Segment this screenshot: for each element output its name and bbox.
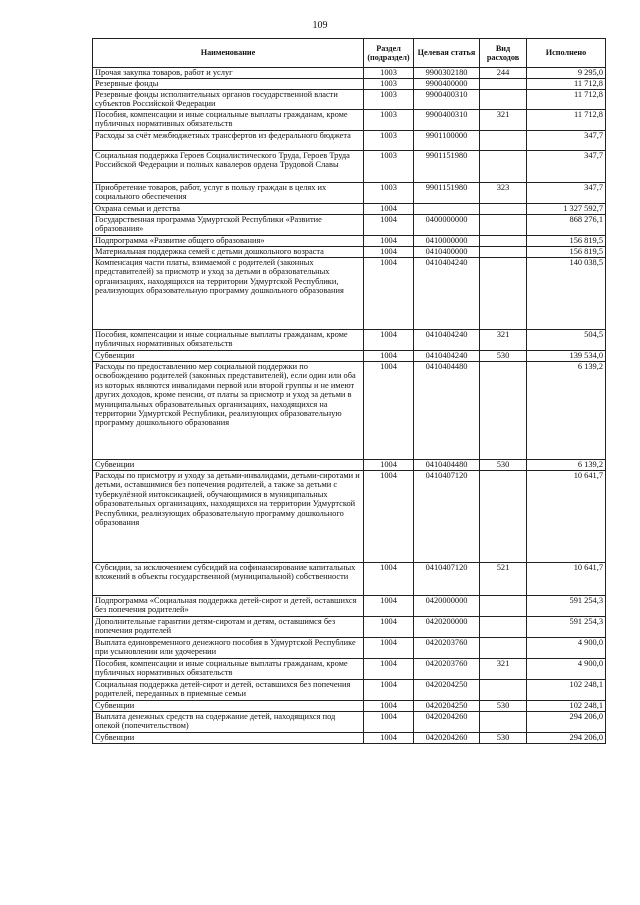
cell-section: 1004	[364, 215, 414, 236]
cell-section: 1004	[364, 351, 414, 362]
table-row	[93, 733, 606, 744]
cell-name: Субвенции	[93, 701, 364, 712]
cell-name: Выплата единовременного денежного пособия в Удмуртской Республике при усыновлении или удочерении	[93, 638, 364, 659]
cell-section: 1004	[364, 638, 414, 659]
cell-section: 1003	[364, 68, 414, 79]
cell-target: 9901151980	[414, 151, 480, 183]
cell-section: 1004	[364, 460, 414, 471]
cell-section: 1004	[364, 247, 414, 258]
cell-target: 0420203760	[414, 659, 480, 680]
cell-type: 321	[480, 330, 527, 351]
cell-executed: 591 254,3	[527, 617, 606, 638]
cell-section: 1004	[364, 258, 414, 330]
table-row	[93, 131, 606, 151]
cell-target: 0410404480	[414, 362, 480, 460]
cell-type: 530	[480, 351, 527, 362]
cell-target: 9900302180	[414, 68, 480, 79]
cell-section: 1003	[364, 151, 414, 183]
cell-section: 1004	[364, 596, 414, 617]
cell-section: 1003	[364, 110, 414, 131]
cell-executed: 4 900,0	[527, 638, 606, 659]
cell-section: 1004	[364, 563, 414, 596]
cell-section: 1004	[364, 362, 414, 460]
cell-type	[480, 362, 527, 460]
cell-section: 1004	[364, 236, 414, 247]
table-row	[93, 215, 606, 236]
cell-name: Материальная поддержка семей с детьми дошкольного возраста	[93, 247, 364, 258]
cell-name: Дополнительные гарантии детям-сиротам и детям, оставшимся без попечения родителей	[93, 617, 364, 638]
table-row	[93, 204, 606, 215]
table-row	[93, 247, 606, 258]
cell-type	[480, 258, 527, 330]
cell-section: 1004	[364, 204, 414, 215]
cell-executed: 347,7	[527, 183, 606, 204]
cell-name: Субвенции	[93, 351, 364, 362]
cell-target: 0420204260	[414, 712, 480, 733]
cell-section: 1003	[364, 183, 414, 204]
cell-type: 321	[480, 110, 527, 131]
cell-executed: 139 534,0	[527, 351, 606, 362]
cell-name: Социальная поддержка детей-сирот и детей, оставшихся без попечения родителей, переданных в приемные семьи	[93, 680, 364, 701]
table-row	[93, 258, 606, 330]
cell-executed: 4 900,0	[527, 659, 606, 680]
cell-target: 0410407120	[414, 563, 480, 596]
cell-type	[480, 247, 527, 258]
cell-executed: 6 139,2	[527, 460, 606, 471]
cell-section: 1003	[364, 79, 414, 90]
cell-executed: 294 206,0	[527, 733, 606, 744]
cell-name: Резервные фонды исполнительных органов государственной власти субъектов Российской Федерации	[93, 90, 364, 110]
cell-name: Охрана семьи и детства	[93, 204, 364, 215]
cell-target: 0420204260	[414, 733, 480, 744]
cell-type	[480, 680, 527, 701]
cell-target: 0400000000	[414, 215, 480, 236]
cell-executed: 591 254,3	[527, 596, 606, 617]
cell-executed: 6 139,2	[527, 362, 606, 460]
cell-target: 9900400000	[414, 79, 480, 90]
cell-type	[480, 90, 527, 110]
cell-executed: 10 641,7	[527, 563, 606, 596]
table-row	[93, 471, 606, 563]
cell-target: 0410404480	[414, 460, 480, 471]
cell-section: 1004	[364, 680, 414, 701]
cell-section: 1004	[364, 712, 414, 733]
cell-executed: 347,7	[527, 151, 606, 183]
header-executed: Исполнено	[527, 39, 606, 68]
cell-type	[480, 151, 527, 183]
cell-target: 0420000000	[414, 596, 480, 617]
table-row	[93, 90, 606, 110]
cell-name: Расходы по присмотру и уходу за детьми-инвалидами, детьми-сиротами и детьми, оставшимися без попечения родителей, а также за детьми с туберкулёзной интоксикацией, обучающимися в муниципальных образовательных организациях, находящихся на территории Удмуртской Республики, реализующих образовательную программу дошкольного образования	[93, 471, 364, 563]
cell-name: Пособия, компенсации и иные социальные выплаты гражданам, кроме публичных нормативных обязательств	[93, 330, 364, 351]
cell-target: 0410404240	[414, 351, 480, 362]
table-row	[93, 460, 606, 471]
cell-type: 244	[480, 68, 527, 79]
cell-type	[480, 79, 527, 90]
header-target: Целевая статья	[414, 39, 480, 68]
table-row	[93, 183, 606, 204]
cell-executed: 868 276,1	[527, 215, 606, 236]
cell-type	[480, 215, 527, 236]
cell-name: Компенсация части платы, взимаемой с родителей (законных представителей) за присмотр и уход за детьми в образовательных организациях, находящихся на территории Удмуртской Республики, реализующих образовательную программу дошкольного образования	[93, 258, 364, 330]
cell-type: 521	[480, 563, 527, 596]
cell-name: Государственная программа Удмуртской Республики «Развитие образования»	[93, 215, 364, 236]
table-header-row	[93, 39, 606, 68]
cell-name: Пособия, компенсации и иные социальные выплаты гражданам, кроме публичных нормативных обязательств	[93, 659, 364, 680]
header-type: Вид расходов	[480, 39, 527, 68]
cell-name: Подпрограмма «Социальная поддержка детей-сирот и детей, оставшихся без попечения родителей»	[93, 596, 364, 617]
table-row	[93, 362, 606, 460]
cell-executed: 1 327 592,7	[527, 204, 606, 215]
cell-target: 0410407120	[414, 471, 480, 563]
expenditure-table	[92, 38, 606, 744]
cell-type	[480, 617, 527, 638]
table-row	[93, 638, 606, 659]
cell-name: Субвенции	[93, 733, 364, 744]
cell-executed: 11 712,8	[527, 79, 606, 90]
cell-type	[480, 471, 527, 563]
cell-executed: 156 819,5	[527, 247, 606, 258]
cell-type	[480, 204, 527, 215]
cell-name: Подпрограмма «Развитие общего образования»	[93, 236, 364, 247]
cell-executed: 102 248,1	[527, 680, 606, 701]
table-row	[93, 617, 606, 638]
cell-executed: 504,5	[527, 330, 606, 351]
cell-target: 9900400310	[414, 90, 480, 110]
cell-target: 0410000000	[414, 236, 480, 247]
cell-executed: 156 819,5	[527, 236, 606, 247]
cell-executed: 347,7	[527, 131, 606, 151]
cell-section: 1004	[364, 617, 414, 638]
cell-type: 530	[480, 460, 527, 471]
cell-section: 1004	[364, 701, 414, 712]
cell-target: 0420200000	[414, 617, 480, 638]
table-row	[93, 596, 606, 617]
table-row	[93, 79, 606, 90]
cell-target: 0420204250	[414, 680, 480, 701]
cell-executed: 11 712,8	[527, 110, 606, 131]
cell-type: 321	[480, 659, 527, 680]
header-section: Раздел (подраздел)	[364, 39, 414, 68]
cell-target: 9901151980	[414, 183, 480, 204]
table-row	[93, 330, 606, 351]
table-row	[93, 236, 606, 247]
cell-executed: 294 206,0	[527, 712, 606, 733]
cell-section: 1004	[364, 733, 414, 744]
cell-section: 1003	[364, 131, 414, 151]
cell-name: Приобретение товаров, работ, услуг в пользу граждан в целях их социального обеспечения	[93, 183, 364, 204]
cell-section: 1003	[364, 90, 414, 110]
page-number: 109	[312, 20, 328, 31]
cell-type	[480, 596, 527, 617]
cell-type: 530	[480, 733, 527, 744]
table-row	[93, 701, 606, 712]
cell-target: 9901100000	[414, 131, 480, 151]
cell-target: 0410404240	[414, 258, 480, 330]
cell-name: Субвенции	[93, 460, 364, 471]
cell-executed: 9 295,0	[527, 68, 606, 79]
cell-target: 0410404240	[414, 330, 480, 351]
cell-type	[480, 236, 527, 247]
table-row	[93, 563, 606, 596]
cell-executed: 11 712,8	[527, 90, 606, 110]
cell-section: 1004	[364, 659, 414, 680]
cell-target: 0420204250	[414, 701, 480, 712]
cell-name: Резервные фонды	[93, 79, 364, 90]
table-row	[93, 680, 606, 701]
cell-name: Расходы за счёт межбюджетных трансфертов из федерального бюджета	[93, 131, 364, 151]
header-name: Наименование	[93, 39, 364, 68]
cell-section: 1004	[364, 471, 414, 563]
cell-type: 530	[480, 701, 527, 712]
table-row	[93, 151, 606, 183]
cell-type: 323	[480, 183, 527, 204]
cell-target: 0420203760	[414, 638, 480, 659]
cell-name: Субсидии, за исключением субсидий на софинансирование капитальных вложений в объекты государственной (муниципальной) собственности	[93, 563, 364, 596]
cell-name: Расходы по предоставлению мер социальной поддержки по освобождению родителей (законных представителей), если один или оба из которых являются инвалидами первой или второй группы и не имеют других доходов, кроме пенсии, от платы за присмотр и уход за детьми в муниципальных образовательных организациях, находящихся на территории Удмуртской Республики, реализующих образовательную программу дошкольного образования	[93, 362, 364, 460]
cell-type	[480, 131, 527, 151]
cell-target	[414, 204, 480, 215]
cell-type	[480, 712, 527, 733]
cell-target: 0410400000	[414, 247, 480, 258]
cell-section: 1004	[364, 330, 414, 351]
cell-name: Прочая закупка товаров, работ и услуг	[93, 68, 364, 79]
cell-executed: 102 248,1	[527, 701, 606, 712]
table-row	[93, 659, 606, 680]
cell-target: 9900400310	[414, 110, 480, 131]
cell-type	[480, 638, 527, 659]
cell-executed: 10 641,7	[527, 471, 606, 563]
cell-name: Выплата денежных средств на содержание детей, находящихся под опекой (попечительством)	[93, 712, 364, 733]
table-row	[93, 712, 606, 733]
table-row	[93, 68, 606, 79]
cell-name: Социальная поддержка Героев Социалистического Труда, Героев Труда Российской Федерации и полных кавалеров ордена Трудовой Славы	[93, 151, 364, 183]
cell-executed: 140 038,5	[527, 258, 606, 330]
table-body	[93, 68, 606, 744]
cell-name: Пособия, компенсации и иные социальные выплаты гражданам, кроме публичных нормативных обязательств	[93, 110, 364, 131]
table-row	[93, 110, 606, 131]
table-row	[93, 351, 606, 362]
